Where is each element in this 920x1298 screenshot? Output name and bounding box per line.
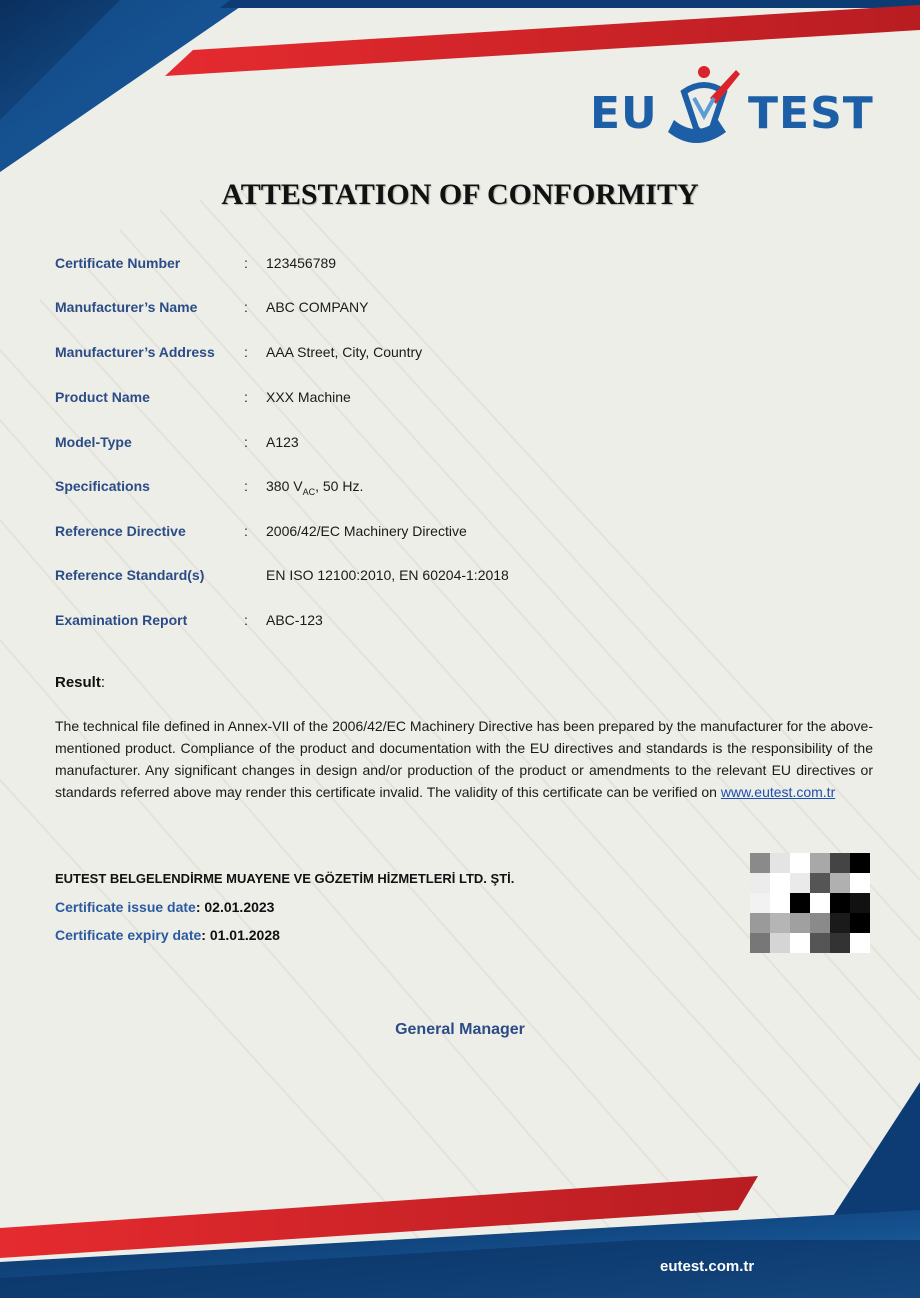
frequency-value: , 50 Hz. <box>315 478 364 494</box>
issue-date-label: Certificate issue date <box>55 899 196 915</box>
field-value: 123456789 <box>266 255 337 271</box>
field-label: Certificate Number <box>55 255 181 271</box>
field-colon: : <box>244 434 248 450</box>
field-label: Reference Standard(s) <box>55 567 205 583</box>
issue-date-value: : 02.01.2023 <box>195 899 275 915</box>
field-label: Model-Type <box>55 434 132 450</box>
field-certificate-number <box>55 255 815 277</box>
expiry-date-value: : 01.01.2028 <box>201 927 280 943</box>
page-title: ATTESTATION OF CONFORMITY <box>221 178 699 211</box>
field-colon: : <box>244 299 248 315</box>
field-value: ABC-123 <box>266 612 323 628</box>
field-manufacturer-address <box>55 344 815 366</box>
field-examination-report <box>55 612 815 634</box>
field-model-type <box>55 434 815 456</box>
signatory-title: General Manager <box>395 1021 525 1038</box>
voltage-subscript: AC <box>302 486 316 497</box>
expiry-date-label: Certificate expiry date <box>55 927 202 943</box>
qr-code-pixelated <box>750 853 870 953</box>
voltage-value: 380 V <box>266 478 303 494</box>
field-colon: : <box>244 344 248 360</box>
verification-link[interactable]: www.eutest.com.tr <box>720 784 836 800</box>
field-value: AAA Street, City, Country <box>266 344 423 360</box>
field-value: XXX Machine <box>266 389 351 405</box>
field-colon: : <box>244 389 248 405</box>
field-label: Manufacturer’s Address <box>55 344 215 360</box>
field-value <box>266 478 363 497</box>
field-value: 2006/42/EC Machinery Directive <box>266 523 467 539</box>
expiry-date-row <box>55 927 280 943</box>
field-specifications <box>55 478 815 500</box>
field-manufacturer-name <box>55 299 815 321</box>
field-product-name <box>55 389 815 411</box>
result-heading-label: Result <box>55 674 101 691</box>
logo-emblem-icon <box>666 58 746 150</box>
field-value: EN ISO 12100:2010, EN 60204-1:2018 <box>266 567 509 583</box>
issuer-company-name: EUTEST BELGELENDİRME MUAYENE VE GÖZETİM HİZMETLERİ LTD. ŞTİ. <box>55 871 515 886</box>
result-heading-colon: : <box>100 674 106 691</box>
field-label: Specifications <box>55 478 150 494</box>
field-reference-standards <box>55 567 815 589</box>
field-colon: : <box>244 255 248 271</box>
footer-website[interactable]: eutest.com.tr <box>660 1258 755 1275</box>
logo-text-test: TEST <box>748 88 874 139</box>
field-reference-directive <box>55 523 815 545</box>
field-value: A123 <box>266 434 299 450</box>
field-label: Examination Report <box>55 612 188 628</box>
field-colon: : <box>244 478 248 494</box>
field-colon: : <box>244 523 248 539</box>
field-label: Reference Directive <box>55 523 186 539</box>
issue-date-row <box>55 899 274 915</box>
field-label: Product Name <box>55 389 150 405</box>
result-paragraph <box>55 715 873 803</box>
logo-text-eu: EU <box>590 88 658 139</box>
result-body-text: The technical file defined in Annex-VII of the 2006/42/EC Machinery Directive has been prepared by the manufacturer for the above-mentioned product. Compliance of the product and documentation with the EU directives and standards is the responsibility of the manufacturer. Any significant changes in design and/or production of the product or amendments to the relevant EU directives or standards referred above may render this certificate invalid. The validity of this certificate can be verified on <box>55 718 873 800</box>
field-value: ABC COMPANY <box>266 299 369 315</box>
field-label: Manufacturer’s Name <box>55 299 198 315</box>
field-colon: : <box>244 612 248 628</box>
eutest-logo <box>588 58 874 150</box>
result-heading <box>55 674 105 691</box>
